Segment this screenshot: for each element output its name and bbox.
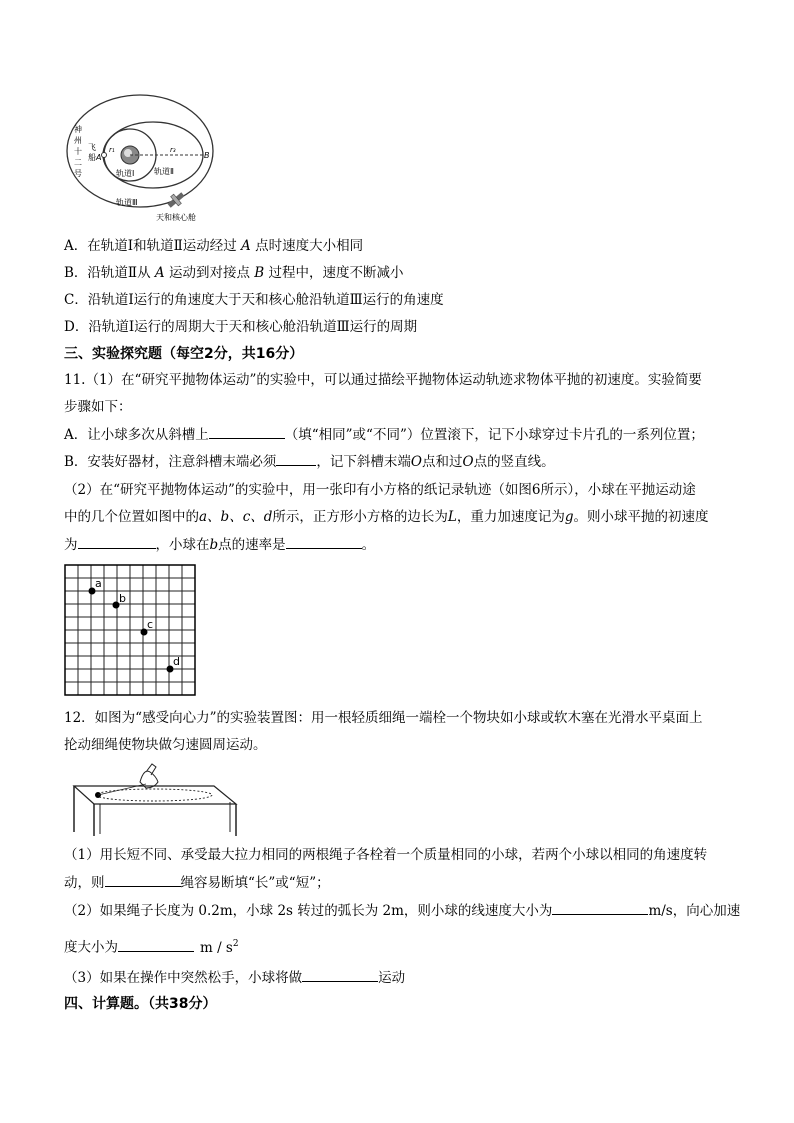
- answer-blank: [276, 451, 316, 466]
- orbit2-label: 轨道Ⅱ: [154, 167, 174, 176]
- q11-step-a: A．让小球多次从斜槽上 （填“相同”或“不同”）位置滚下，记下小球穿过卡片孔的一系列位置；: [64, 424, 704, 445]
- answer-blank: [209, 424, 285, 439]
- q11-part2-line3: 为 ，小球在b点的速率是 。: [64, 534, 375, 555]
- answer-blank: [78, 534, 156, 549]
- q12-line2: 抡动细绳使物块做匀速圆周运动。: [64, 737, 267, 753]
- q12-part3: （3）如果在操作中突然松手，小球将做 运动: [64, 967, 405, 988]
- side-label-1: 州: [74, 136, 82, 145]
- trajectory-grid: [64, 564, 198, 698]
- point-b-label: b: [119, 592, 126, 605]
- r3-label: r₃: [170, 146, 176, 154]
- section3-title: 三、实验探究题（每空2分，共16分）: [64, 346, 304, 362]
- q12-part1-line2: 动，则 绳容易断填“长”或“短”；: [64, 872, 330, 893]
- point-c-label: c: [147, 618, 154, 631]
- side-label-3: 二: [74, 158, 82, 167]
- orbit-diagram: [64, 92, 234, 226]
- section4-title: 四、计算题。（共38分）: [64, 996, 217, 1012]
- point-d-label: d: [173, 655, 180, 668]
- q11-line1: 11.（1）在“研究平抛物体运动”的实验中，可以通过描绘平抛物体运动轨迹求物体平抛的初速度。实验简要: [64, 372, 702, 388]
- q10-option-c: C．沿轨道Ⅰ运行的角速度大于天和核心舱沿轨道Ⅲ运行的角速度: [64, 292, 444, 308]
- q12-part1-line1: （1）用长短不同、承受最大拉力相同的两根绳子各栓着一个质量相同的小球，若两个小球以相同的角速度转: [64, 847, 708, 863]
- hand-icon: [140, 764, 158, 788]
- answer-blank: [302, 967, 378, 982]
- point-b-label: B: [204, 151, 210, 160]
- side-label-2: 十: [74, 147, 82, 156]
- answer-blank: [286, 534, 362, 549]
- side-label-0: 神: [74, 125, 82, 134]
- side-label-4: 号: [74, 169, 82, 178]
- q10-option-d: D．沿轨道Ⅰ运行的周期大于天和核心舱沿轨道Ⅲ运行的周期: [64, 319, 418, 335]
- q10-option-b: B．沿轨道Ⅱ从 A 运动到对接点 B 过程中，速度不断减小: [64, 265, 404, 281]
- answer-blank: [118, 937, 194, 952]
- q12-part2-line1: （2）如果绳子长度为 0.2m，小球 2s 转过的弧长为 2m，则小球的线速度大小为 m/s，向心加速: [64, 900, 740, 921]
- orbit3-label: 轨道Ⅲ: [116, 198, 138, 207]
- q11-step-b: B．安装好器材，注意斜槽末端必须 ，记下斜槽末端O点和过O点的竖直线。: [64, 451, 555, 472]
- point-a-label: A: [96, 153, 102, 162]
- r1-label: r₁: [109, 146, 115, 154]
- q10-option-a: A．在轨道Ⅰ和轨道Ⅱ运动经过 A 点时速度大小相同: [64, 238, 364, 254]
- answer-blank: [552, 900, 648, 915]
- station-label: 天和核心舱: [156, 213, 196, 222]
- station-icon: [165, 190, 187, 211]
- q12-line1: 12．如图为“感受向心力”的实验装置图：用一根轻质细绳一端栓一个物块如小球或软木塞在光滑水平桌面上: [64, 710, 703, 726]
- answer-blank: [105, 872, 181, 887]
- q11-part2-line2: 中的几个位置如图中的a、b、c、d所示，正方形小方格的边长为L，重力加速度记为g。则小球平抛的初速度: [64, 509, 709, 525]
- orbit1-label: 轨道Ⅰ: [116, 169, 135, 178]
- q11-part2-line1: （2）在“研究平抛物体运动”的实验中，用一张印有小方格的纸记录轨迹（如图6所示），小球在平抛运动途: [64, 482, 696, 498]
- q11-line2: 步骤如下：: [64, 399, 132, 415]
- point-a-label: a: [95, 577, 102, 590]
- q12-part2-line2: 度大小为 m / $s^2$: [64, 934, 239, 958]
- ship-label-1: 船: [88, 153, 96, 162]
- table-apparatus: [64, 762, 244, 838]
- ship-label-0: 飞: [88, 143, 96, 152]
